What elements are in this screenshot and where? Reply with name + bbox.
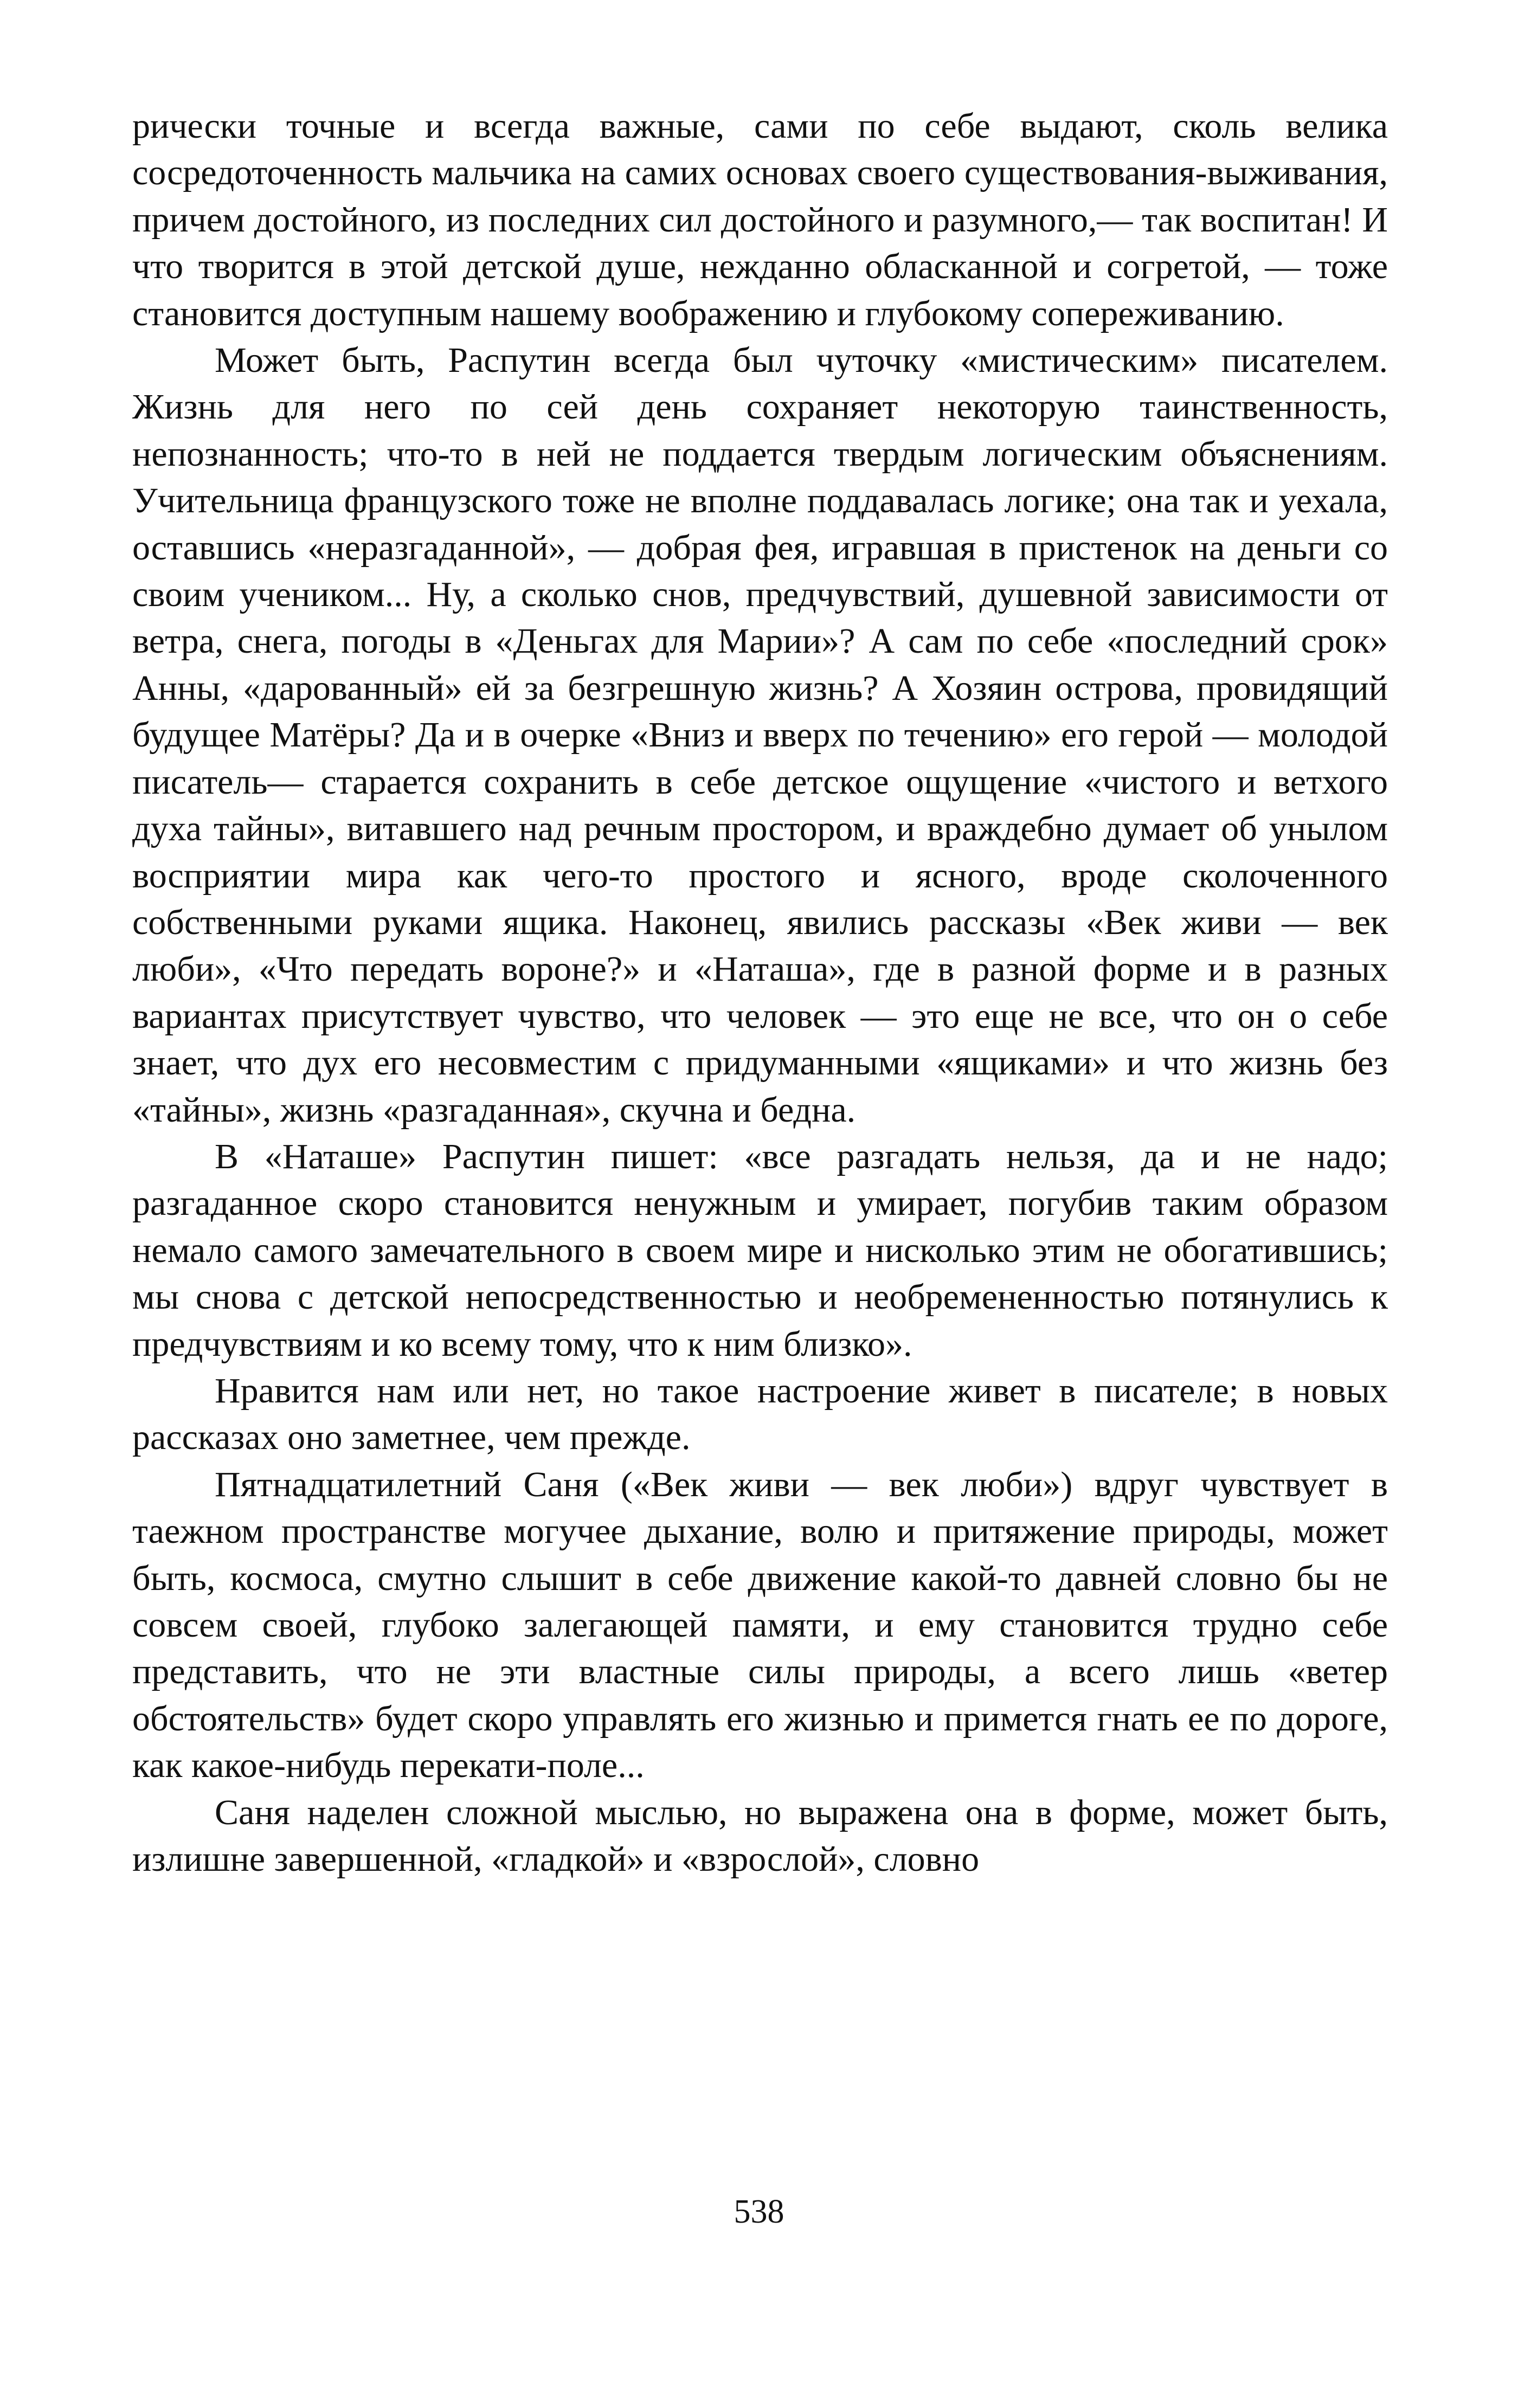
paragraph-2: Может быть, Распутин всегда был чуточку «мистическим» писателем. Жизнь для него по сей день сохраняет некоторую таинственность, непознанность; что-то в ней не поддается твердым логическим объяснениям. Учительница французского тоже не вполне поддавалась логике; она так и уехала, оставшись «неразгаданной», — добрая фея, игравшая в пристенок на деньги со своим учеником... Ну, а сколько снов, предчувствий, душевной зависимости от ветра, снега, погоды в «Деньгах для Марии»? А сам по себе «последний срок» Анны, «дарованный» ей за безгрешную жизнь? А Хозяин острова, провидящий будущее Матёры? Да и в очерке «Вниз и вверх по течению» его герой — молодой писатель— старается сохранить в себе детское ощущение «чистого и ветхого духа тайны», витавшего над речным простором, и враждебно думает об унылом восприятии мира как чего-то простого и ясного, вроде сколоченного собственными руками ящика. Наконец, явились рассказы «Век живи — век люби», «Что передать вороне?» и «Наташа», где в разной форме и в разных вариантах присутствует чувство, что человек — это еще не все, что он о себе знает, что дух его несовместим с придуманными «ящиками» и что жизнь без «тайны», жизнь «разгаданная», скучна и бедна. (132, 340, 1388, 1130)
paragraph-4: Нравится нам или нет, но такое настроение живет в писателе; в новых рассказах оно заметнее, чем прежде. (132, 1370, 1388, 1458)
paragraph-1: рически точные и всегда важные, сами по себе выдают, сколь велика сосредоточенность мальчика на самих основах своего существования-выживания, причем достойного, из последних сил достойного и разумного,— так воспитан! И что творится в этой детской душе, нежданно обласканной и согретой, — тоже становится доступным нашему воображению и глубокому сопереживанию. (132, 106, 1388, 333)
page-text (132, 103, 1388, 1883)
paragraph-6: Саня наделен сложной мыслью, но выражена она в форме, может быть, излишне завершенной, «гладкой» и «взрослой», словно (132, 1792, 1388, 1879)
paragraph-5: Пятнадцатилетний Саня («Век живи — век люби») вдруг чувствует в таежном пространстве могучее дыхание, волю и притяжение природы, может быть, космоса, смутно слышит в себе движение какой-то давней словно бы не совсем своей, глубоко залегающей памяти, и ему становится трудно себе представить, что не эти властные силы природы, а всего лишь «ветер обстоятельств» будет скоро управлять его жизнью и примется гнать ее по дороге, как какое-нибудь перекати-поле... (132, 1464, 1388, 1786)
page-number: 538 (734, 2193, 784, 2230)
paragraph-3: В «Наташе» Распутин пишет: «все разгадать нельзя, да и не надо; разгаданное скоро становится ненужным и умирает, погубив таким образом немало самого замечательного в своем мире и нисколько этим не обогатившись; мы снова с детской непосредственностью и необремененностью потянулись к предчувствиям и ко всему тому, что к ним близко». (132, 1136, 1388, 1364)
